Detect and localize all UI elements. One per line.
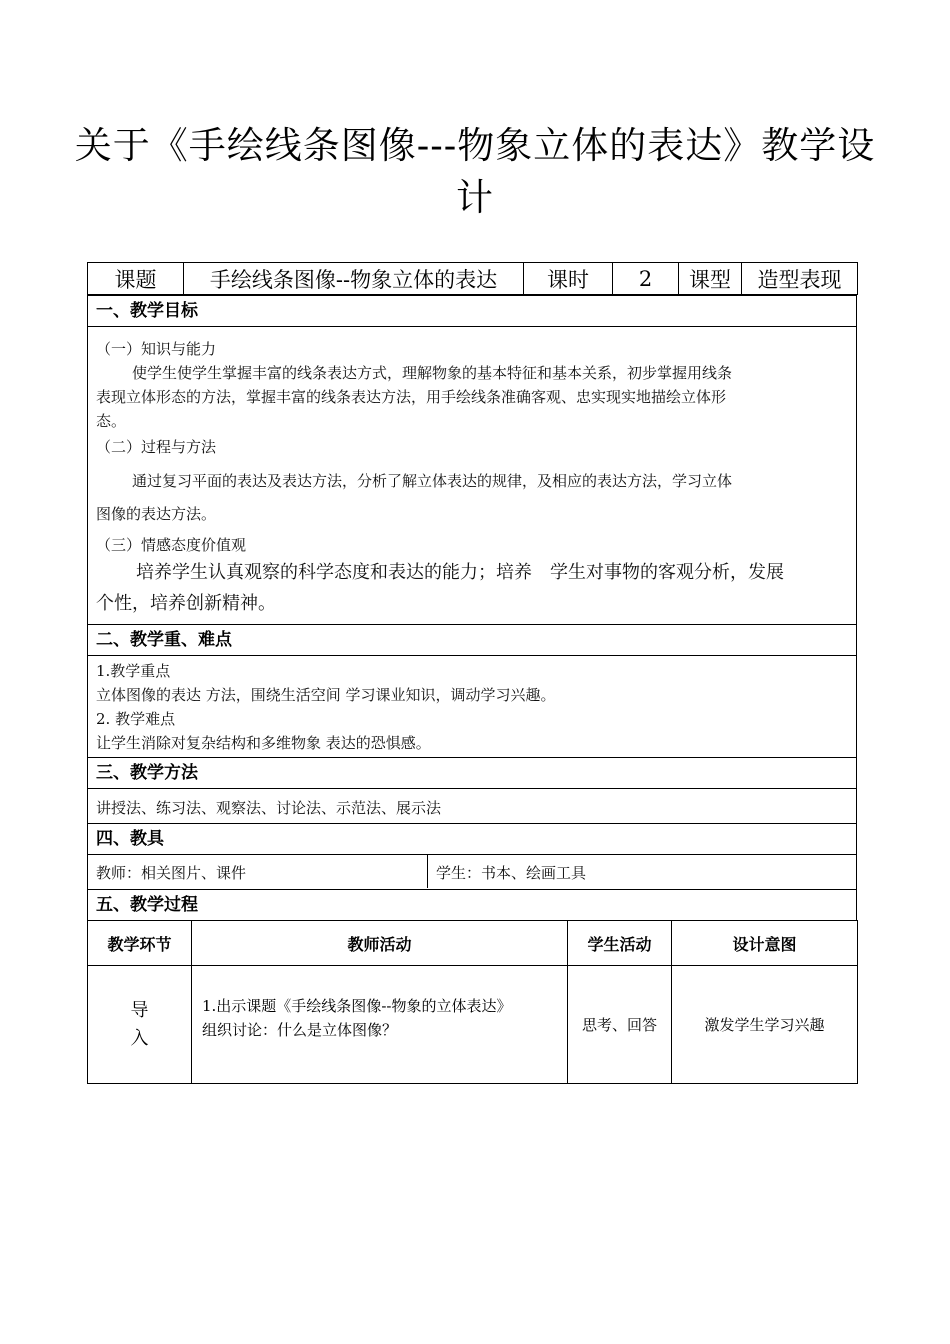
key-points-section [87,624,857,758]
tools-section [87,823,857,890]
objective-2-line-2: 图像的表达方法。 [96,505,217,523]
process-table [87,920,858,1084]
objective-1-title: （一）知识与能力 [96,340,217,358]
student-tools: 学生：书本、绘画工具 [436,864,587,882]
difficulty-text: 让学生消除对复杂结构和多维物象 表达的恐惧感。 [96,734,431,752]
difficulty-label: 2. 教学难点 [96,710,176,728]
objective-3-line-1: 培养学生认真观察的科学态度和表达的能力；培养 学生对事物的客观分析，发展 [136,562,784,583]
teacher-activity-cell [192,966,568,1084]
process-header-row [88,921,858,966]
topic-label: 课题 [88,263,184,295]
type-value: 造型表现 [742,263,858,295]
hours-value: 2 [613,263,679,295]
stage-cell [88,966,192,1084]
lesson-info-row [88,263,858,295]
design-intent-cell: 激发学生学习兴趣 [672,966,858,1084]
column-header-student: 学生活动 [568,921,672,966]
tools-heading: 四、教具 [88,824,856,855]
objective-2-title: （二）过程与方法 [96,438,217,456]
document-title: 关于《手绘线条图像---物象立体的表达》教学设计 [74,124,876,219]
teacher-activity-line-1: 1.出示课题《手绘线条图像--物象的立体表达》 [202,997,512,1015]
column-header-stage: 教学环节 [88,921,192,966]
methods-heading: 三、教学方法 [88,758,856,789]
key-point-text: 立体图像的表达 方法，围绕生活空间 学习课业知识，调动学习兴趣。 [96,686,556,704]
table-row [88,966,858,1084]
teacher-activity-line-2: 组织讨论：什么是立体图像？ [202,1021,398,1039]
hours-label: 课时 [524,263,613,295]
key-point-label: 1.教学重点 [96,662,171,680]
objective-1-line-2: 表现立体形态的方法，掌握丰富的线条表达方法，用手绘线条准确客观、忠实现实地描绘立体形 [96,388,727,406]
type-label: 课型 [679,263,742,295]
stage-char-2: 入 [130,1027,149,1049]
column-header-intent: 设计意图 [672,921,858,966]
key-points-heading: 二、教学重、难点 [88,625,856,656]
objective-3-line-2: 个性，培养创新精神。 [96,593,276,614]
objectives-heading: 一、教学目标 [88,296,856,327]
objective-1-line-3: 态。 [96,412,127,430]
methods-section [87,757,857,824]
topic-value: 手绘线条图像--物象立体的表达 [184,263,524,295]
objective-3-title: （三）情感态度价值观 [96,536,247,554]
stage-char-1: 导 [130,999,149,1021]
lesson-info-table [87,262,858,295]
column-header-teacher: 教师活动 [192,921,568,966]
methods-text: 讲授法、练习法、观察法、讨论法、示范法、展示法 [96,799,442,817]
process-section [87,889,857,921]
objective-1-line-1: 使学生使学生掌握丰富的线条表达方式，理解物象的基本特征和基本关系，初步掌握用线条 [132,364,733,382]
objectives-section [87,295,857,625]
process-heading: 五、教学过程 [96,895,198,915]
teacher-tools: 教师：相关图片、课件 [88,855,428,888]
student-activity-cell: 思考、回答 [568,966,672,1084]
objective-2-line-1: 通过复习平面的表达及表达方法，分析了解立体表达的规律，及相应的表达方法，学习立体 [132,472,733,490]
